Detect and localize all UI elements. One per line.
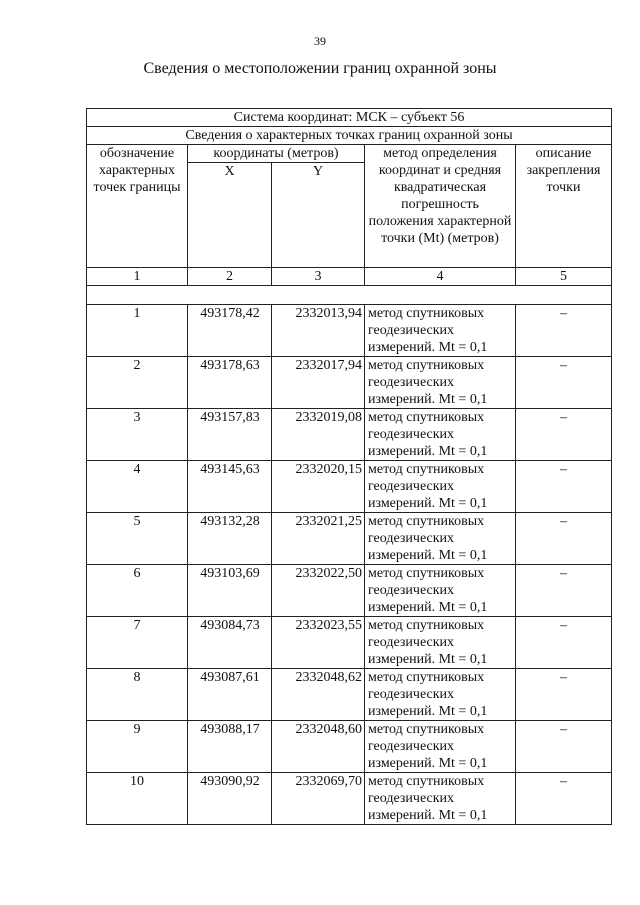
point-number: 6 [87,565,188,617]
description-cell: – [516,305,612,357]
header-y: Y [272,163,365,268]
description-cell: – [516,513,612,565]
coord-y-cell: 2332017,94 [272,357,365,409]
method-cell: метод спутниковых геодезических измерений. Mt = 0,1 [365,617,516,669]
coord-x-cell: 493178,63 [188,357,272,409]
point-number: 7 [87,617,188,669]
coord-y-cell: 2332022,50 [272,565,365,617]
table-row [87,617,612,669]
point-number: 9 [87,721,188,773]
table-row [87,773,612,825]
table-row [87,565,612,617]
header-description: описание закрепления точки [516,145,612,268]
header-row [87,145,612,163]
method-cell: метод спутниковых геодезических измерений. Mt = 0,1 [365,461,516,513]
coord-x-cell: 493157,83 [188,409,272,461]
coord-y-cell: 2332020,15 [272,461,365,513]
table-row [87,721,612,773]
header-coordinates: координаты (метров) [188,145,365,163]
description-cell: – [516,409,612,461]
column-number: 1 [87,268,188,286]
column-number-row [87,268,612,286]
coord-y-cell: 2332013,94 [272,305,365,357]
coord-y-cell: 2332021,25 [272,513,365,565]
method-cell: метод спутниковых геодезических измерений. Mt = 0,1 [365,305,516,357]
blank-row [87,286,612,305]
table-row [87,305,612,357]
point-number: 3 [87,409,188,461]
column-number: 3 [272,268,365,286]
coord-x-cell: 493103,69 [188,565,272,617]
coordinate-system-label: Система координат: МСК – субъект 56 [87,109,612,127]
coord-y-cell: 2332023,55 [272,617,365,669]
table-subtitle: Сведения о характерных точках границ охранной зоны [87,127,612,145]
coord-x-cell: 493090,92 [188,773,272,825]
coord-x-cell: 493178,42 [188,305,272,357]
coord-y-cell: 2332048,60 [272,721,365,773]
header-designation: обозначение характерных точек границы [87,145,188,268]
header-x: X [188,163,272,268]
method-cell: метод спутниковых геодезических измерений. Mt = 0,1 [365,513,516,565]
blank-cell [87,286,612,305]
boundary-points-table [86,108,612,825]
table-row [87,461,612,513]
method-cell: метод спутниковых геодезических измерений. Mt = 0,1 [365,773,516,825]
column-number: 2 [188,268,272,286]
table-row [87,669,612,721]
coord-y-cell: 2332069,70 [272,773,365,825]
coordinate-system-row [87,109,612,127]
header-method: метод определения координат и средняя квадратическая погрешность положения характерной точки (Mt) (метров) [365,145,516,268]
point-number: 10 [87,773,188,825]
page-number: 39 [314,34,326,48]
coord-x-cell: 493084,73 [188,617,272,669]
method-cell: метод спутниковых геодезических измерений. Mt = 0,1 [365,565,516,617]
column-number: 4 [365,268,516,286]
point-number: 5 [87,513,188,565]
description-cell: – [516,357,612,409]
description-cell: – [516,669,612,721]
coord-x-cell: 493132,28 [188,513,272,565]
point-number: 1 [87,305,188,357]
coord-x-cell: 493145,63 [188,461,272,513]
point-number: 4 [87,461,188,513]
coord-y-cell: 2332019,08 [272,409,365,461]
description-cell: – [516,461,612,513]
description-cell: – [516,617,612,669]
coord-x-cell: 493088,17 [188,721,272,773]
method-cell: метод спутниковых геодезических измерений. Mt = 0,1 [365,721,516,773]
coord-x-cell: 493087,61 [188,669,272,721]
table-subtitle-row [87,127,612,145]
document-title: Сведения о местоположении границ охранной зоны [143,60,497,77]
description-cell: – [516,721,612,773]
method-cell: метод спутниковых геодезических измерений. Mt = 0,1 [365,357,516,409]
point-number: 2 [87,357,188,409]
table-row [87,409,612,461]
description-cell: – [516,565,612,617]
coord-y-cell: 2332048,62 [272,669,365,721]
method-cell: метод спутниковых геодезических измерений. Mt = 0,1 [365,409,516,461]
point-number: 8 [87,669,188,721]
table-row [87,357,612,409]
column-number: 5 [516,268,612,286]
method-cell: метод спутниковых геодезических измерений. Mt = 0,1 [365,669,516,721]
table-row [87,513,612,565]
description-cell: – [516,773,612,825]
